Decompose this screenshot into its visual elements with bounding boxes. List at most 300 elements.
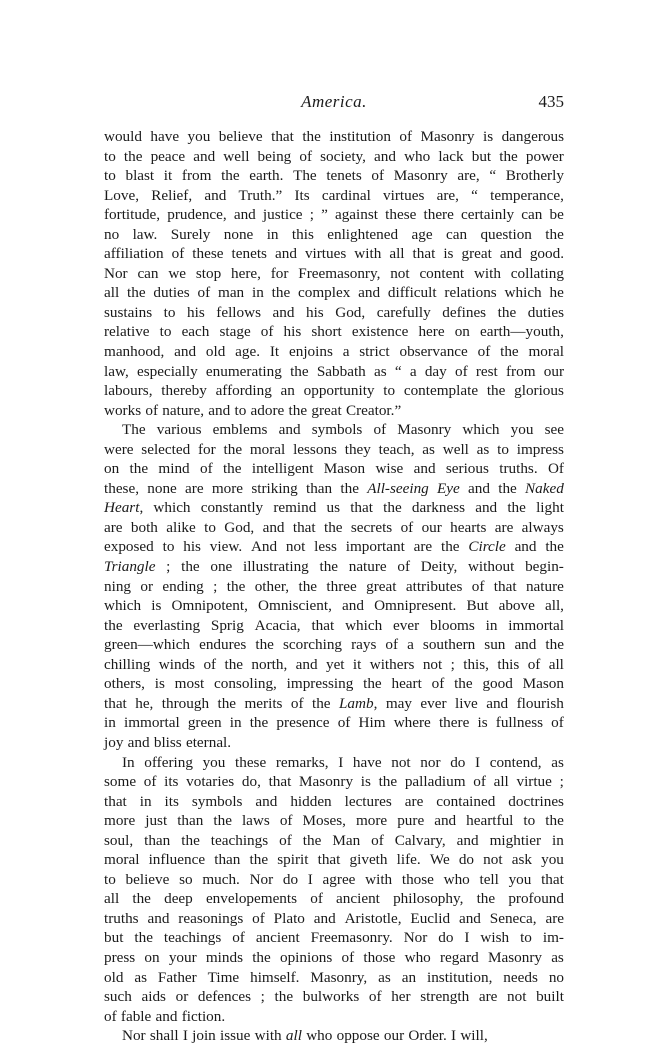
word: the	[302, 831, 322, 849]
word: Naked	[525, 479, 564, 497]
word: the	[378, 773, 398, 791]
word: the	[132, 890, 151, 908]
word: your	[168, 948, 197, 966]
word: of	[203, 655, 217, 673]
word: teachings	[210, 831, 269, 849]
word: that	[317, 851, 341, 869]
word: minds	[205, 948, 243, 966]
word: as	[551, 753, 564, 771]
word: with	[254, 1027, 282, 1045]
word: do	[282, 870, 299, 888]
word: Masonry	[397, 421, 452, 439]
word: these	[385, 206, 417, 224]
word: strict	[359, 343, 390, 361]
word: of	[310, 890, 323, 908]
word: Man	[332, 831, 361, 849]
word: of	[527, 655, 541, 673]
text-line	[104, 889, 564, 909]
word: impressing	[286, 675, 354, 693]
word: The	[122, 421, 146, 439]
word: are,	[436, 186, 459, 204]
word: all	[548, 655, 564, 673]
word: darkness	[411, 499, 466, 517]
word: is	[154, 675, 165, 693]
word: content	[419, 264, 465, 282]
word: much.	[202, 870, 240, 888]
word: were	[104, 440, 134, 458]
text-line	[104, 1007, 564, 1027]
word: attributes	[405, 577, 463, 595]
word: is	[443, 245, 454, 263]
word: the	[217, 694, 237, 712]
word: yet	[325, 655, 345, 673]
word: I	[475, 753, 481, 771]
word: day	[424, 362, 447, 380]
word: just	[145, 812, 168, 830]
word: immortal	[123, 714, 180, 732]
text-line	[104, 909, 564, 929]
word: Surely	[170, 225, 211, 243]
word: on	[104, 460, 120, 478]
word: endures	[199, 636, 247, 654]
word: can	[445, 225, 468, 243]
word: certainly	[461, 206, 515, 224]
word: Mason	[323, 460, 366, 478]
word: the	[507, 499, 526, 517]
word: no	[104, 225, 120, 243]
word: believe	[218, 128, 263, 145]
word: ;	[213, 577, 218, 595]
text-line	[104, 479, 564, 499]
word: Relief,	[151, 186, 193, 204]
word: lessons	[293, 440, 337, 458]
word: in	[139, 792, 152, 810]
word: to	[383, 382, 396, 400]
word: nature,	[162, 401, 205, 419]
word: symbols	[191, 792, 243, 810]
word: he,	[135, 694, 154, 712]
word: he	[549, 284, 564, 302]
word: Father	[157, 968, 197, 986]
word: I	[451, 1027, 457, 1045]
word: institution,	[426, 968, 493, 986]
word: selected	[141, 440, 191, 458]
text-line	[104, 850, 564, 870]
word: of	[477, 343, 491, 361]
word: fortitude,	[104, 206, 161, 224]
word: alike	[166, 518, 196, 536]
word: “	[471, 186, 478, 204]
word: our	[421, 518, 442, 536]
word: these,	[104, 479, 140, 497]
word: thereby	[161, 382, 207, 400]
word: Sabbath	[316, 362, 366, 380]
text-line	[104, 518, 564, 538]
word: for	[198, 440, 216, 458]
word: to	[104, 870, 116, 888]
word: of	[473, 773, 486, 791]
word: which	[504, 284, 542, 302]
word: join	[192, 1027, 216, 1045]
word: the	[545, 812, 564, 830]
word: aids	[141, 988, 166, 1006]
word: not	[390, 264, 410, 282]
text-line	[104, 772, 564, 792]
word: and	[278, 421, 301, 439]
word: is	[360, 773, 371, 791]
text-line	[104, 948, 564, 968]
word: earth—youth,	[479, 323, 564, 341]
word: question	[480, 225, 532, 243]
word: and	[127, 733, 150, 751]
word: light	[536, 499, 564, 517]
word: Heart,	[104, 499, 144, 517]
word: are	[494, 518, 514, 536]
text-line	[104, 147, 564, 167]
word: each	[181, 323, 210, 341]
word: offering	[144, 753, 193, 771]
text-line	[104, 1026, 564, 1046]
word: but	[471, 147, 492, 165]
word: and	[262, 518, 285, 536]
word: Circle	[468, 538, 506, 556]
word: to	[204, 518, 216, 536]
word: enjoins	[288, 343, 333, 361]
word: three	[326, 577, 357, 595]
word: I	[307, 870, 313, 888]
word: his	[305, 303, 324, 321]
text-line	[104, 557, 564, 577]
word: joy	[104, 733, 124, 751]
word: scorching	[282, 636, 343, 654]
text-line	[104, 420, 564, 440]
word: an	[280, 382, 295, 400]
word: mightier	[489, 831, 542, 849]
word: opportunity	[303, 382, 375, 400]
text-line	[104, 459, 564, 479]
text-line	[104, 283, 564, 303]
word: or	[175, 988, 189, 1006]
word: tell	[479, 870, 499, 888]
word: the	[249, 714, 269, 732]
word: the	[499, 147, 518, 165]
word: dangerous	[501, 128, 564, 145]
word: I	[182, 1027, 188, 1045]
word: winds	[158, 655, 196, 673]
word: peace	[150, 147, 186, 165]
text-line	[104, 635, 564, 655]
word: great	[366, 577, 397, 595]
word: of	[199, 460, 213, 478]
word: institution	[329, 128, 391, 145]
word: be	[549, 206, 564, 224]
word: the	[221, 167, 240, 185]
word: of	[341, 948, 355, 966]
word: secrets	[350, 518, 393, 536]
word: We	[429, 851, 450, 869]
word: nature	[348, 558, 387, 576]
word: Omnipotent,	[171, 597, 248, 615]
word: Lamb,	[338, 694, 378, 712]
text-line	[104, 205, 564, 225]
word: “	[489, 167, 497, 185]
word: Him	[358, 714, 386, 732]
body-text	[104, 127, 564, 1046]
word: withers	[369, 655, 415, 673]
word: Aristotle,	[344, 909, 402, 927]
word: begin-	[525, 558, 564, 576]
word: and	[434, 812, 457, 830]
word: Freemasonry.	[310, 929, 393, 947]
word: of	[368, 988, 382, 1006]
word: and	[274, 245, 297, 263]
word: all	[493, 773, 509, 791]
word: shall	[149, 1027, 179, 1045]
word: where	[393, 714, 431, 732]
word: this,	[463, 655, 489, 673]
word: rest	[475, 362, 498, 380]
word: immortal	[508, 616, 564, 634]
word: issue	[220, 1027, 251, 1045]
word: Order.	[408, 1027, 447, 1045]
word: moral	[104, 851, 140, 869]
word: the	[545, 636, 564, 654]
word: the	[226, 577, 246, 595]
word: who	[404, 948, 431, 966]
word: you	[202, 753, 226, 771]
word: none	[223, 225, 254, 243]
word: Moses,	[302, 812, 346, 830]
word: Mason	[522, 675, 564, 693]
word: age.	[235, 343, 261, 361]
word: ever	[393, 616, 420, 634]
word: or	[140, 577, 154, 595]
word: of	[279, 831, 292, 849]
word: see	[544, 421, 564, 439]
word: fable	[120, 1007, 152, 1025]
word: that	[268, 773, 292, 791]
word: that	[271, 128, 294, 145]
page-header	[104, 92, 564, 116]
word: fellows	[216, 303, 261, 321]
word: complex	[298, 284, 351, 302]
word: everlasting	[133, 616, 201, 634]
word: of	[279, 812, 293, 830]
word: illustrating	[242, 558, 309, 576]
word: all	[104, 284, 120, 302]
word: as	[378, 968, 391, 986]
word: of	[252, 909, 265, 927]
word: Nor	[249, 870, 274, 888]
word: the	[319, 558, 339, 576]
text-line	[104, 694, 564, 714]
word: and	[514, 538, 537, 556]
text-line	[104, 264, 564, 284]
word: of	[385, 636, 399, 654]
word: here,	[231, 264, 261, 282]
word: carefully	[376, 303, 431, 321]
word: of	[232, 929, 245, 947]
word: the	[224, 655, 244, 673]
word: southern	[422, 636, 476, 654]
word: which	[153, 499, 191, 517]
word: with	[354, 245, 382, 263]
word: Of	[547, 460, 564, 478]
word: his	[187, 303, 205, 321]
word: not	[285, 538, 306, 556]
text-line	[104, 362, 564, 382]
word: built	[536, 988, 564, 1006]
word: Truth.”	[238, 186, 283, 204]
word: and	[174, 343, 197, 361]
text-line	[104, 831, 564, 851]
word: and	[342, 597, 364, 615]
word: duties	[527, 303, 564, 321]
word: Love,	[104, 186, 140, 204]
text-line	[104, 753, 564, 773]
word: green—which	[104, 636, 191, 654]
word: to	[104, 147, 116, 165]
word: teachings	[163, 929, 222, 947]
word: law,	[104, 362, 129, 380]
word: difficult	[387, 284, 437, 302]
word: society,	[320, 147, 366, 165]
word: an	[401, 968, 417, 986]
word: well	[442, 440, 469, 458]
word: this	[497, 655, 520, 673]
word: are	[185, 479, 204, 497]
word: who	[306, 1027, 333, 1045]
word: not	[391, 753, 411, 771]
word: manhood,	[104, 343, 165, 361]
text-line	[104, 166, 564, 186]
word: such	[104, 988, 132, 1006]
word: of	[299, 147, 313, 165]
word: and	[468, 479, 490, 497]
word: than	[214, 851, 241, 869]
word: philosophy,	[393, 890, 464, 908]
word: intelligent	[251, 460, 314, 478]
word: to	[159, 323, 172, 341]
word: profound	[508, 890, 564, 908]
word: Time	[207, 968, 240, 986]
word: are	[478, 988, 498, 1006]
word: great	[311, 401, 342, 419]
word: the	[298, 577, 318, 595]
word: ancient	[336, 890, 380, 908]
word: and	[155, 1007, 178, 1025]
word: both	[130, 518, 158, 536]
word: there	[423, 206, 454, 224]
word: truths.	[499, 460, 538, 478]
word: tenets	[326, 167, 362, 185]
word: that	[104, 694, 127, 712]
text-line	[104, 225, 564, 245]
word: affording	[215, 382, 272, 400]
word: Omnipresent.	[374, 597, 457, 615]
word: I	[338, 753, 344, 771]
word: power	[525, 147, 564, 165]
word: being	[257, 147, 292, 165]
word: to	[523, 812, 536, 830]
word: of	[397, 558, 411, 576]
word: Sprig	[210, 616, 244, 634]
word: of	[171, 245, 185, 263]
word: duties	[153, 284, 190, 302]
word: ask	[511, 851, 532, 869]
word: important	[345, 538, 405, 556]
word: of	[399, 128, 413, 145]
word: view.	[209, 538, 243, 556]
word: of	[143, 773, 157, 791]
word: all	[104, 890, 120, 908]
word: as	[476, 440, 490, 458]
word: ”	[321, 206, 328, 224]
word: they	[344, 440, 371, 458]
word: in	[251, 284, 264, 302]
word: labours,	[104, 382, 153, 400]
word: virtues	[383, 186, 425, 204]
word: have	[150, 128, 180, 145]
word: heart	[391, 675, 422, 693]
word: with	[365, 870, 393, 888]
word: are	[545, 909, 564, 927]
word: the	[290, 362, 309, 380]
word: of	[104, 1007, 117, 1025]
text-line	[104, 968, 564, 988]
word: influence	[148, 851, 206, 869]
word: the	[274, 988, 294, 1006]
word: laws	[241, 812, 270, 830]
word: relative	[104, 323, 150, 341]
word: rays	[351, 636, 377, 654]
word: those	[401, 870, 434, 888]
word: tenets	[231, 245, 267, 263]
word: works	[104, 401, 142, 419]
text-line	[104, 577, 564, 597]
word: on	[144, 948, 160, 966]
word: good.	[529, 245, 564, 263]
word: ancient	[255, 929, 300, 947]
word: the	[311, 694, 331, 712]
word: of	[454, 362, 468, 380]
text-line	[104, 342, 564, 362]
word: exposed	[104, 538, 154, 556]
word: and	[475, 499, 498, 517]
word: would	[104, 128, 142, 145]
word: God,	[224, 518, 255, 536]
word: old	[104, 968, 124, 986]
word: which	[345, 616, 383, 634]
word: most	[174, 675, 205, 693]
word: soul,	[104, 831, 134, 849]
word: lectures	[344, 792, 392, 810]
word: impress	[516, 440, 564, 458]
word: justice	[262, 206, 303, 224]
word: to	[234, 401, 247, 419]
word: bliss	[153, 733, 182, 751]
text-line	[104, 303, 564, 323]
word: the	[255, 636, 274, 654]
word: and	[456, 831, 479, 849]
word: good	[482, 675, 513, 693]
word: is	[151, 597, 162, 615]
word: life.	[396, 851, 421, 869]
word: do,	[241, 773, 261, 791]
word: that	[311, 616, 335, 634]
word: im-	[542, 929, 564, 947]
word: strength	[420, 988, 470, 1006]
